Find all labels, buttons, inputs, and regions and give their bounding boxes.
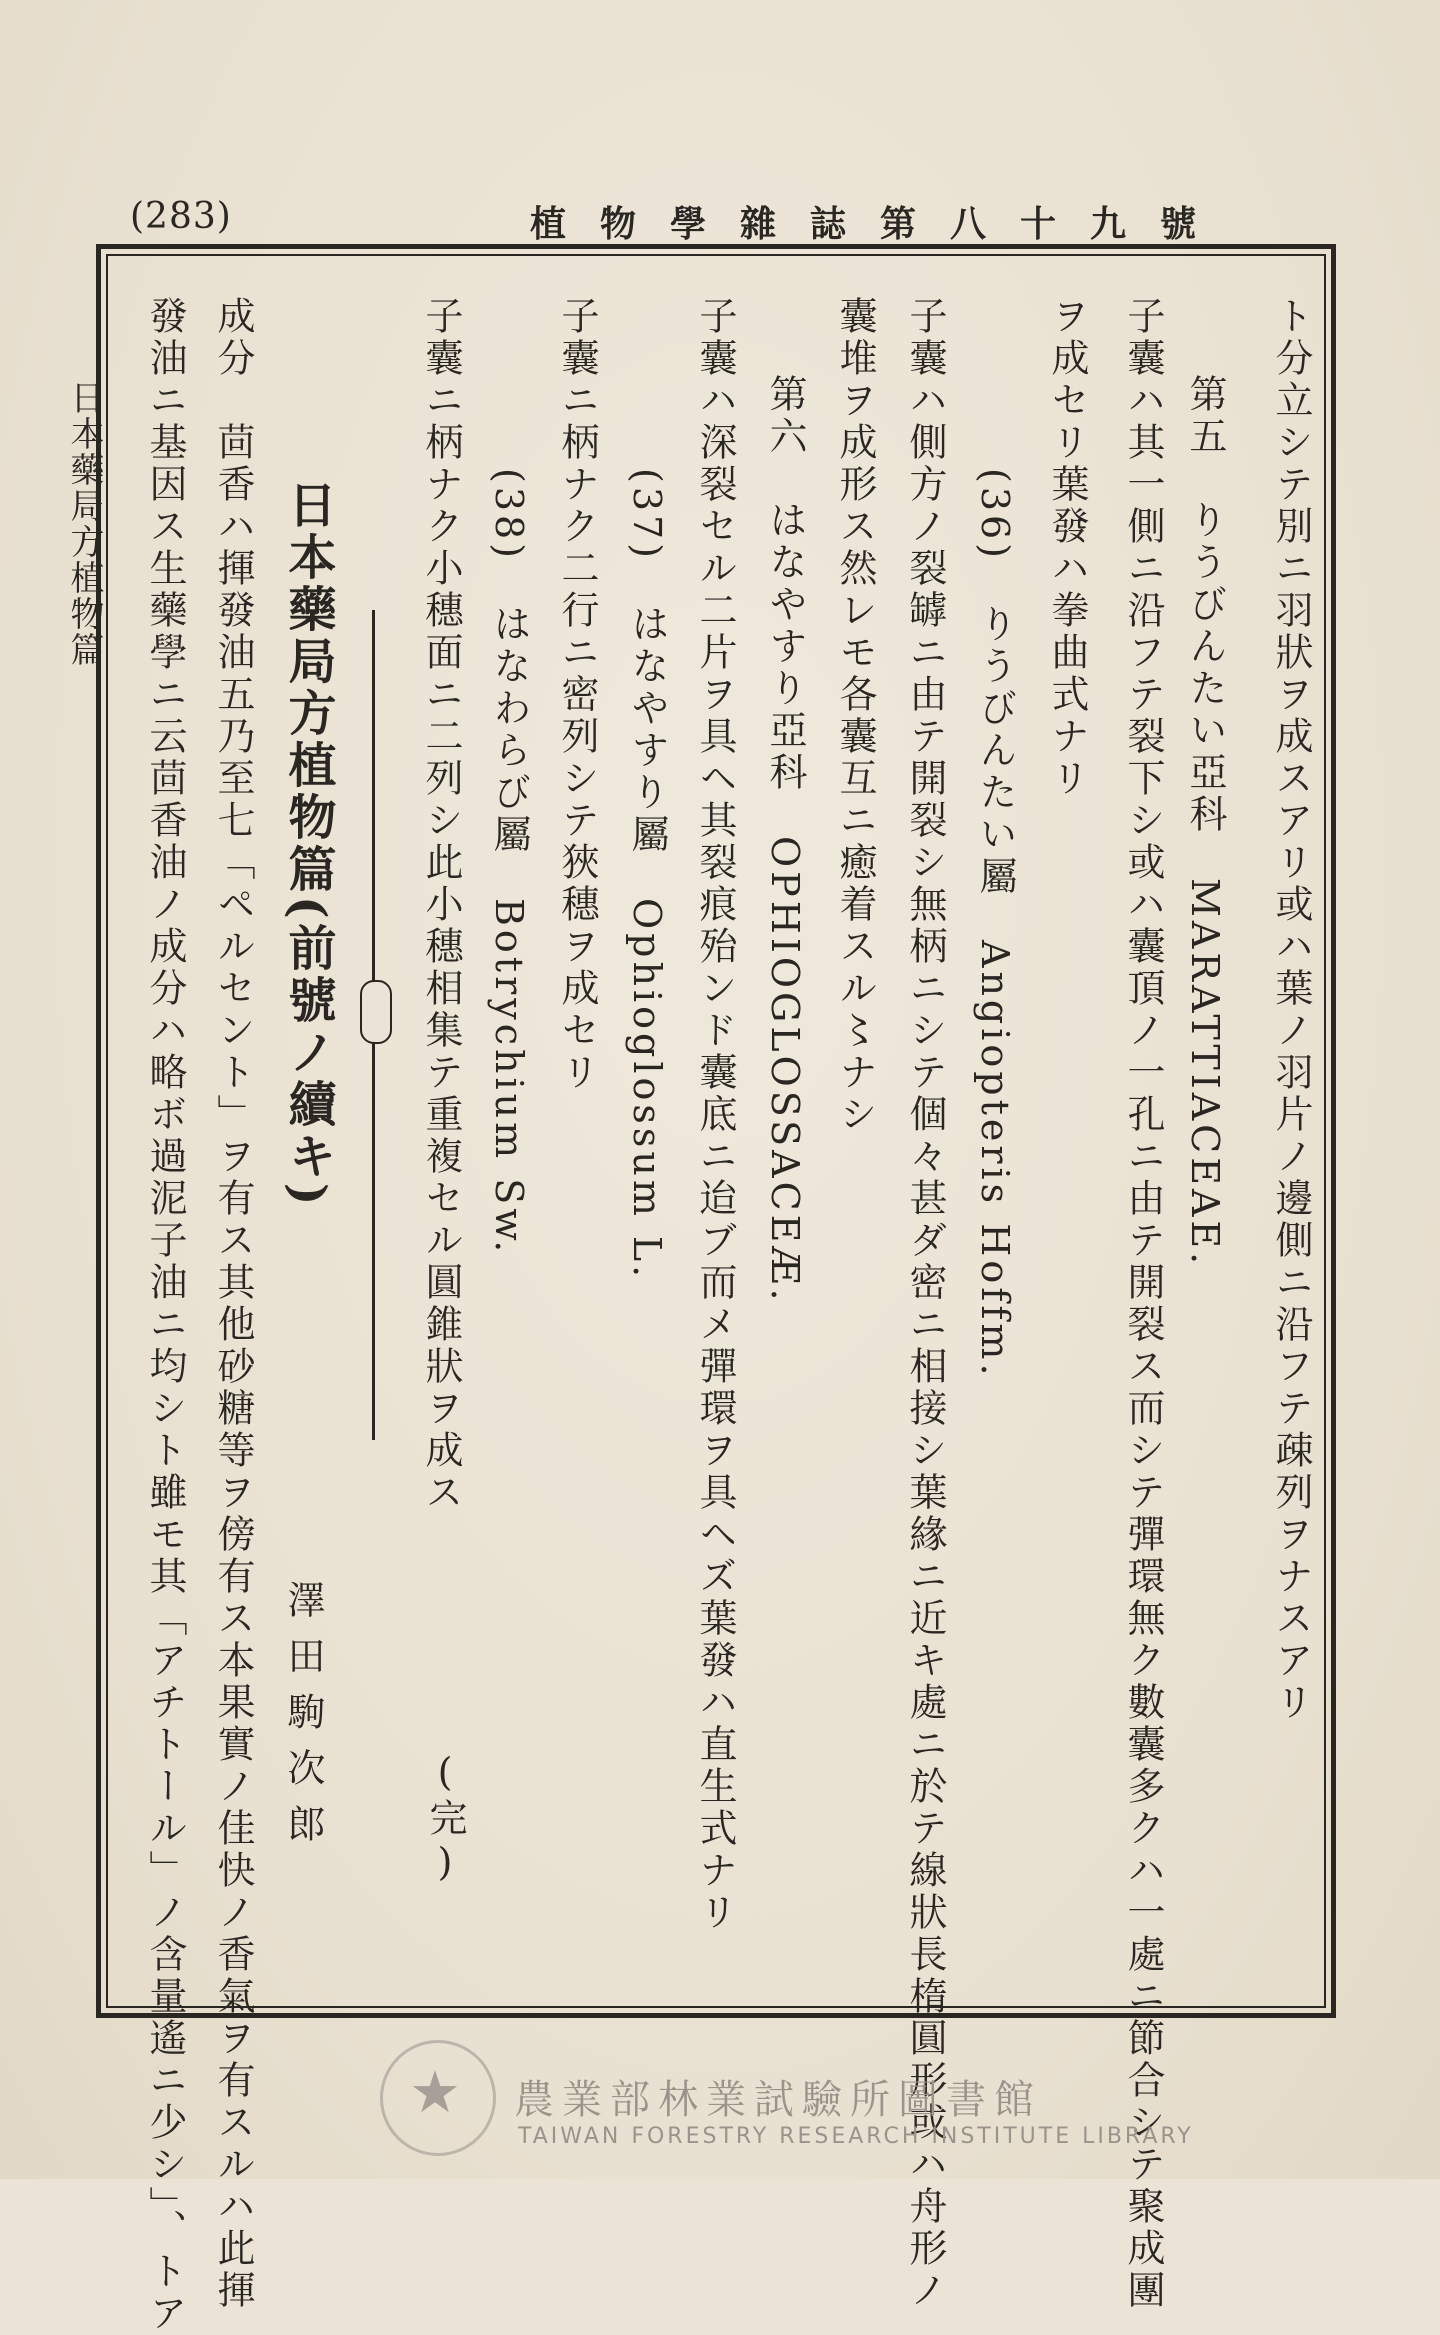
genus-heading: (36) りうびんたい屬 Angiopteris Hoffm. <box>973 468 1017 1380</box>
author-name: 澤田駒次郎 <box>281 1580 325 1860</box>
end-mark: (完) <box>423 1750 467 1888</box>
genus-heading: (38) はなわらび屬 Botrychium Sw. <box>487 468 531 1257</box>
page-number: (283) <box>130 196 232 237</box>
separator-ornament-icon <box>360 980 392 1044</box>
page-header <box>120 196 1340 245</box>
text-column: 囊堆ヲ成形ス然レモ各囊互ニ癒着スル〻ナシ <box>833 296 877 1136</box>
text-column: 子囊ハ深裂セル二片ヲ具ヘ其裂痕殆ンド囊底ニ迨ブ而メ彈環ヲ具ヘズ葉發ハ直生式ナリ <box>693 296 737 1934</box>
text-column: 子囊ハ其一側ニ沿フテ裂下シ或ハ囊頂ノ一孔ニ由テ開裂ス而シテ彈環無ク數囊多クハ一處ニ節合シテ聚成團 <box>1121 296 1165 2312</box>
text-column: 子囊ニ柄ナク二行ニ密列シテ狹穗ヲ成セリ <box>555 296 599 1094</box>
section-heading: 第六 はなやすり亞科 OPHIOGLOSSACEÆ. <box>763 374 807 1305</box>
text-column: 發油ニ基因ス生藥學ニ云茴香油ノ成分ハ略ボ過泥子油ニ均シト雖モ其「アチトール」ノ含量遙ニ少シ」、トア <box>143 296 187 2335</box>
genus-heading: (37) はなやすり屬 Ophioglossum L. <box>625 468 669 1282</box>
star-emblem-icon: ★ <box>409 2058 461 2126</box>
section-heading: 第五 りうびんたい亞科 MARATTIACEAE. <box>1183 374 1227 1269</box>
library-name-en: TAIWAN FORESTRY RESEARCH INSTITUTE LIBRARY <box>518 2124 1194 2149</box>
text-column: 成分 茴香ハ揮發油五乃至七「ペルセント」ヲ有ス其他砂糖等ヲ傍有ス本果實ノ佳快ノ香氣ヲ有スルハ此揮 <box>211 296 255 2312</box>
text-column: ト分立シテ別ニ羽狀ヲ成スアリ或ハ葉ノ羽片ノ邊側ニ沿フテ疎列ヲナスアリ <box>1269 296 1313 1724</box>
side-title: 日本藥局方植物篇 <box>64 380 104 668</box>
library-name-zh: 農業部林業試驗所圖書館 <box>514 2077 1042 2123</box>
text-column: 子囊ハ側方ノ裂罅ニ由テ開裂シ無柄ニシテ個々甚ダ密ニ相接シ葉緣ニ近キ處ニ於テ線狀長楕圓形或ハ舟形ノ <box>903 296 947 2312</box>
text-column: 子囊ニ柄ナク小穗面ニ二列シ此小穗相集テ重複セル圓錐狀ヲ成ス <box>419 296 463 1514</box>
text-column: ヲ成セリ葉發ハ拳曲式ナリ <box>1045 296 1089 800</box>
article-title: 日本藥局方植物篇(前號ノ續キ) <box>280 480 336 1210</box>
journal-title: 植物學雜誌第八十九號 <box>529 203 1230 245</box>
